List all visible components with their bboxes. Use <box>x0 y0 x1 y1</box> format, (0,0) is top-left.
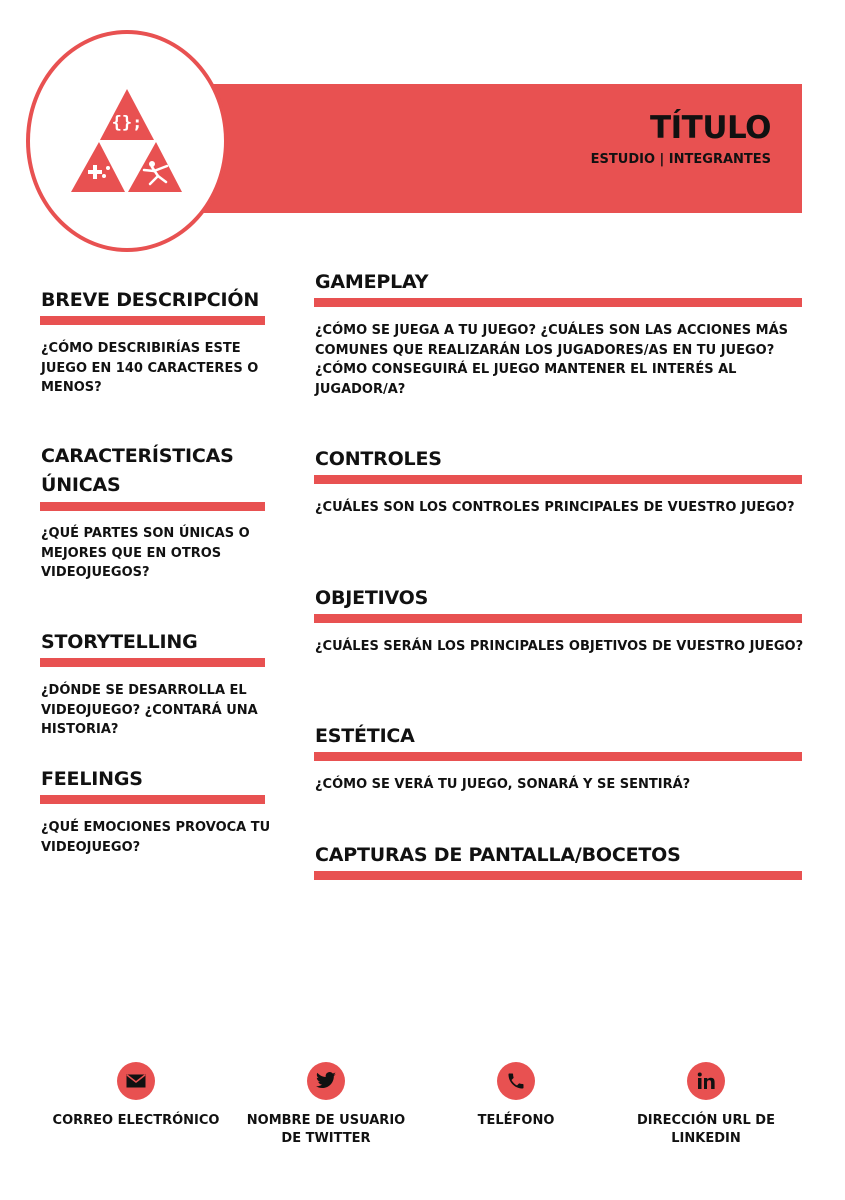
section-bar <box>314 752 802 761</box>
section-bar <box>40 316 265 325</box>
contact-label: DIRECCIÓN URL DE LINKEDIN <box>637 1113 775 1146</box>
section-title-breve-descripcion: BREVE DESCRIPCIÓN <box>41 289 260 311</box>
section-bar <box>40 795 265 804</box>
section-title-feelings: FEELINGS <box>41 768 143 790</box>
logo-left-triangle <box>71 142 125 192</box>
section-text-estetica: ¿CÓMO SE VERÁ TU JUEGO, SONARÁ Y SE SENTIRÁ? <box>315 777 691 792</box>
section-title-caracteristicas-unicas: CARACTERÍSTICAS ÚNICAS <box>41 445 234 496</box>
section-title-estetica: ESTÉTICA <box>315 725 415 747</box>
section-title-controles: CONTROLES <box>315 448 442 470</box>
header-band <box>160 84 802 213</box>
page-subtitle: ESTUDIO | INTEGRANTES <box>590 152 771 167</box>
section-bar <box>314 614 802 623</box>
section-text-feelings: ¿QUÉ EMOCIONES PROVOCA TU VIDEOJUEGO? <box>41 820 271 855</box>
section-bar <box>40 658 265 667</box>
section-bar <box>314 475 802 484</box>
contact-phone[interactable] <box>431 1062 601 1130</box>
phone-icon[interactable] <box>497 1062 535 1100</box>
section-text-storytelling: ¿DÓNDE SE DESARROLLA EL VIDEOJUEGO? ¿CONTARÁ UNA HISTORIA? <box>41 683 258 737</box>
contact-linkedin[interactable] <box>621 1062 791 1147</box>
page-title: TÍTULO <box>650 110 771 146</box>
section-title-storytelling: STORYTELLING <box>41 631 198 653</box>
twitter-icon[interactable] <box>307 1062 345 1100</box>
logo-right-triangle <box>128 142 182 192</box>
contact-label: TELÉFONO <box>477 1113 555 1128</box>
section-title-objetivos: OBJETIVOS <box>315 587 429 609</box>
contact-label: CORREO ELECTRÓNICO <box>52 1113 220 1128</box>
logo-code-text: {}; <box>111 113 143 133</box>
section-text-caracteristicas-unicas: ¿QUÉ PARTES SON ÚNICAS O MEJORES QUE EN OTROS VIDEOJUEGOS? <box>41 526 250 580</box>
section-text-gameplay: ¿CÓMO SE JUEGA A TU JUEGO? ¿CUÁLES SON LAS ACCIONES MÁS COMUNES QUE REALIZARÁN LOS JUGADORES/AS EN TU JUEGO? ¿CÓMO CONSEGUIRÁ EL JUEGO MANTENER EL INTERÉS AL JUGADOR/A? <box>315 323 788 397</box>
section-bar <box>314 871 802 880</box>
envelope-icon[interactable] <box>117 1062 155 1100</box>
contact-label: NOMBRE DE USUARIO DE TWITTER <box>246 1113 406 1146</box>
section-text-controles: ¿CUÁLES SON LOS CONTROLES PRINCIPALES DE VUESTRO JUEGO? <box>315 500 795 515</box>
contact-email[interactable] <box>51 1062 221 1130</box>
linkedin-icon[interactable] <box>687 1062 725 1100</box>
logo-triforce-icon <box>66 86 192 196</box>
section-text-breve-descripcion: ¿CÓMO DESCRIBIRÍAS ESTE JUEGO EN 140 CARACTERES O MENOS? <box>41 341 259 395</box>
section-title-capturas: CAPTURAS DE PANTALLA/BOCETOS <box>315 844 681 866</box>
section-bar <box>314 298 802 307</box>
contact-twitter[interactable] <box>241 1062 411 1147</box>
section-bar <box>40 502 265 511</box>
section-text-objetivos: ¿CUÁLES SERÁN LOS PRINCIPALES OBJETIVOS DE VUESTRO JUEGO? <box>315 639 804 654</box>
section-title-gameplay: GAMEPLAY <box>315 271 429 293</box>
